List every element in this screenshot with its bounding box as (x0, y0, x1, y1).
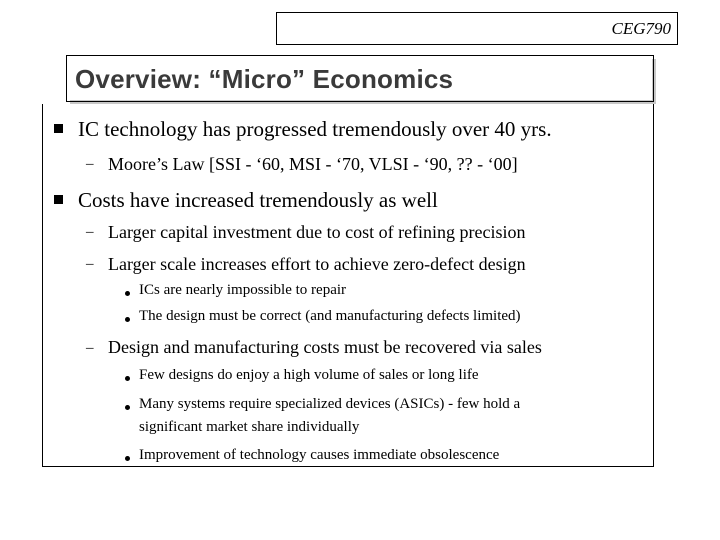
bullet-l3: Few designs do enjoy a high volume of sales or long life (139, 367, 479, 383)
dash-bullet-icon: – (86, 340, 94, 356)
dash-bullet-icon: – (86, 224, 94, 240)
bullet-l3: The design must be correct (and manufacturing defects limited) (139, 308, 521, 324)
dot-bullet-icon (125, 456, 130, 461)
bullet-l3-continued: significant market share individually (139, 419, 360, 435)
square-bullet-icon (54, 124, 63, 133)
course-label: CEG790 (611, 19, 671, 38)
title-box (66, 55, 654, 102)
bullet-l2: Design and manufacturing costs must be recovered via sales (108, 337, 542, 357)
bullet-l3: ICs are nearly impossible to repair (139, 282, 347, 298)
dot-bullet-icon (125, 291, 130, 296)
course-label-box (276, 12, 678, 45)
dash-bullet-icon: – (86, 256, 94, 272)
dot-bullet-icon (125, 317, 130, 322)
bullet-l3: Improvement of technology causes immediate obsolescence (139, 447, 500, 463)
dot-bullet-icon (125, 405, 130, 410)
bullet-l3: Many systems require specialized devices (ASICs) - few hold a (139, 396, 521, 412)
bullet-l2: Larger capital investment due to cost of refining precision (108, 222, 526, 242)
bullet-l1: IC technology has progressed tremendously over 40 yrs. (78, 117, 552, 141)
dot-bullet-icon (125, 376, 130, 381)
bullet-l2: Larger scale increases effort to achieve zero-defect design (108, 254, 526, 274)
square-bullet-icon (54, 195, 63, 204)
bullet-l2: Moore’s Law [SSI - ‘60, MSI - ‘70, VLSI - ‘90, ?? - ‘00] (108, 154, 518, 174)
bullet-l1: Costs have increased tremendously as well (78, 188, 438, 212)
dash-bullet-icon: – (86, 156, 94, 172)
slide-title: Overview: “Micro” Economics (75, 64, 454, 94)
